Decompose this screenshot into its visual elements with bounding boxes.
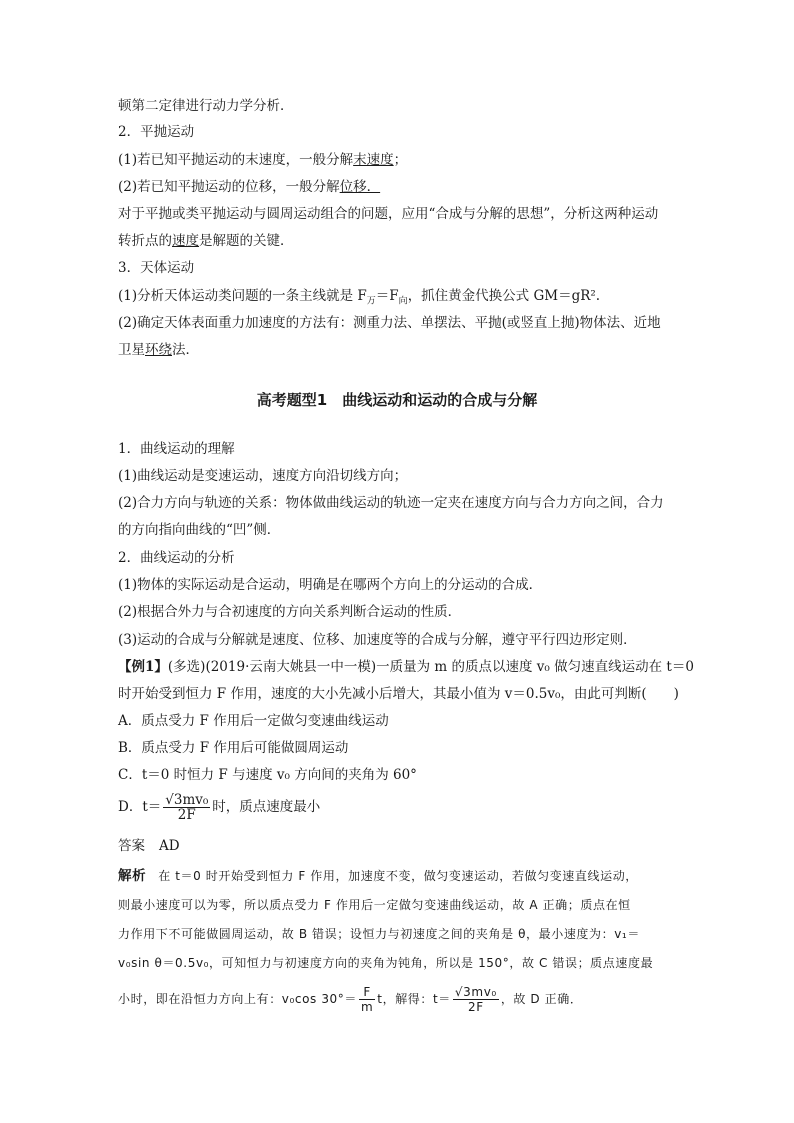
analysis-label: 解析 xyxy=(118,868,147,884)
paragraph: (2)根据合外力与合初速度的方向关系判断合运动的性质． xyxy=(118,604,462,620)
paragraph: 的方向指向曲线的“凹”侧． xyxy=(118,522,281,538)
text-span: 小时，即在沿恒力方向上有：v₀cos 30°＝ xyxy=(118,992,357,1006)
subscript: 万 xyxy=(366,296,376,307)
example-stem: 时开始受到恒力 F 作用，速度的大小先减小后增大，其最小值为 v＝0.5v₀，由此可判断( ) xyxy=(118,686,679,702)
subscript: 向 xyxy=(398,296,408,307)
analysis-line xyxy=(118,866,684,886)
fraction-numerator: √3mv₀ xyxy=(454,985,497,999)
text-span: 卫星 xyxy=(118,342,145,358)
fraction xyxy=(453,985,499,1014)
subsection-title: 2．曲线运动的分析 xyxy=(118,550,235,566)
text-span: ，抓住黄金代换公式 GM＝gR². xyxy=(407,288,601,304)
option-a: A．质点受力 F 作用后一定做匀变速曲线运动 xyxy=(118,713,389,729)
fraction xyxy=(359,985,375,1014)
text-span: (1)若已知平抛运动的末速度，一般分解 xyxy=(118,152,354,168)
paragraph: (3)运动的合成与分解就是速度、位移、加速度等的合成与分解，遵守平行四边形定则． xyxy=(118,632,637,648)
analysis-line: 则最小速度可以为零，所以质点受力 F 作用后一定做匀变速曲线运动，故 A 正确；质点在恒 xyxy=(118,898,631,912)
text-span: D．t＝ xyxy=(118,799,162,815)
example-label: 【例1】 xyxy=(118,659,168,675)
section-title-projectile: 2．平抛运动 xyxy=(118,124,195,140)
text-span: 法． xyxy=(172,342,199,358)
option-c: C．t＝0 时恒力 F 与速度 v₀ 方向间的夹角为 60° xyxy=(118,767,417,783)
underlined-term: 位移． xyxy=(339,179,381,195)
subsection-title: 1．曲线运动的理解 xyxy=(118,441,235,457)
analysis-line xyxy=(118,985,684,1014)
text-span: ； xyxy=(393,152,408,168)
paragraph: (2)确定天体表面重力加速度的方法有：测重力法、单摆法、平抛(或竖直上抛)物体法、近地 xyxy=(118,315,661,331)
section-title-celestial: 3．天体运动 xyxy=(118,260,195,276)
paragraph xyxy=(118,150,684,170)
text-span: ＝F xyxy=(375,288,399,304)
underlined-term: 末速度 xyxy=(353,152,394,168)
text-span: (1)分析天体运动类问题的一条主线就是 F xyxy=(118,288,367,304)
option-b: B．质点受力 F 作用后可能做圆周运动 xyxy=(118,740,349,756)
option-d xyxy=(118,793,684,822)
paragraph xyxy=(118,177,684,197)
text-span: 在 t＝0 时开始受到恒力 F 作用，加速度不变，做匀变速运动，若做匀变速直线运动， xyxy=(158,869,638,883)
text-span: (2)若已知平抛运动的位移，一般分解 xyxy=(118,179,340,195)
fraction-denominator: 2F xyxy=(467,1000,484,1014)
analysis-line: v₀sin θ＝0.5v₀，可知恒力与初速度方向的夹角为钝角，所以是 150°，故 C 错误；质点速度最 xyxy=(118,956,654,970)
paragraph: (1)曲线运动是变速运动，速度方向沿切线方向； xyxy=(118,468,408,484)
answer-label: 答案 xyxy=(118,838,145,854)
fraction-numerator: √3mv₀ xyxy=(165,792,209,808)
example-stem xyxy=(118,657,694,677)
underlined-term: 速度 xyxy=(172,233,199,249)
fraction-denominator: 2F xyxy=(177,807,196,823)
text-span: ，故 D 正确． xyxy=(500,992,583,1006)
fraction-numerator: F xyxy=(359,985,375,1000)
paragraph: (1)物体的实际运动是合运动，明确是在哪两个方向上的分运动的合成． xyxy=(118,577,543,593)
paragraph: 对于平抛或类平抛运动与圆周运动组合的问题，应用“合成与分解的思想”，分析这两种运动 xyxy=(118,206,659,222)
answer-value: AD xyxy=(159,838,180,854)
fraction-denominator: m xyxy=(361,1000,374,1014)
paragraph: (2)合力方向与轨迹的关系：物体做曲线运动的轨迹一定夹在速度方向与合力方向之间，合力 xyxy=(118,495,664,511)
section-heading: 高考题型1 曲线运动和运动的合成与分解 xyxy=(256,391,538,409)
text-span: 是解题的关键． xyxy=(199,233,294,249)
paragraph xyxy=(118,286,684,312)
paragraph xyxy=(118,231,684,251)
underlined-term: 环绕 xyxy=(145,342,172,358)
text-span: 时，质点速度最小 xyxy=(212,799,321,815)
text-span: (多选)(2019·云南大姚县一中一模)一质量为 m 的质点以速度 v₀ 做匀速直线运动在 t＝0 xyxy=(167,659,694,675)
answer-line xyxy=(118,836,684,856)
analysis-line: 力作用下不可能做圆周运动，故 B 错误；设恒力与初速度之间的夹角是 θ，最小速度为：v₁＝ xyxy=(118,927,640,941)
text-span: 转折点的 xyxy=(118,233,172,249)
fraction xyxy=(163,793,210,822)
paragraph xyxy=(118,340,684,360)
intro-line: 顿第二定律进行动力学分析． xyxy=(118,98,294,114)
text-span: t，解得：t＝ xyxy=(377,992,451,1006)
